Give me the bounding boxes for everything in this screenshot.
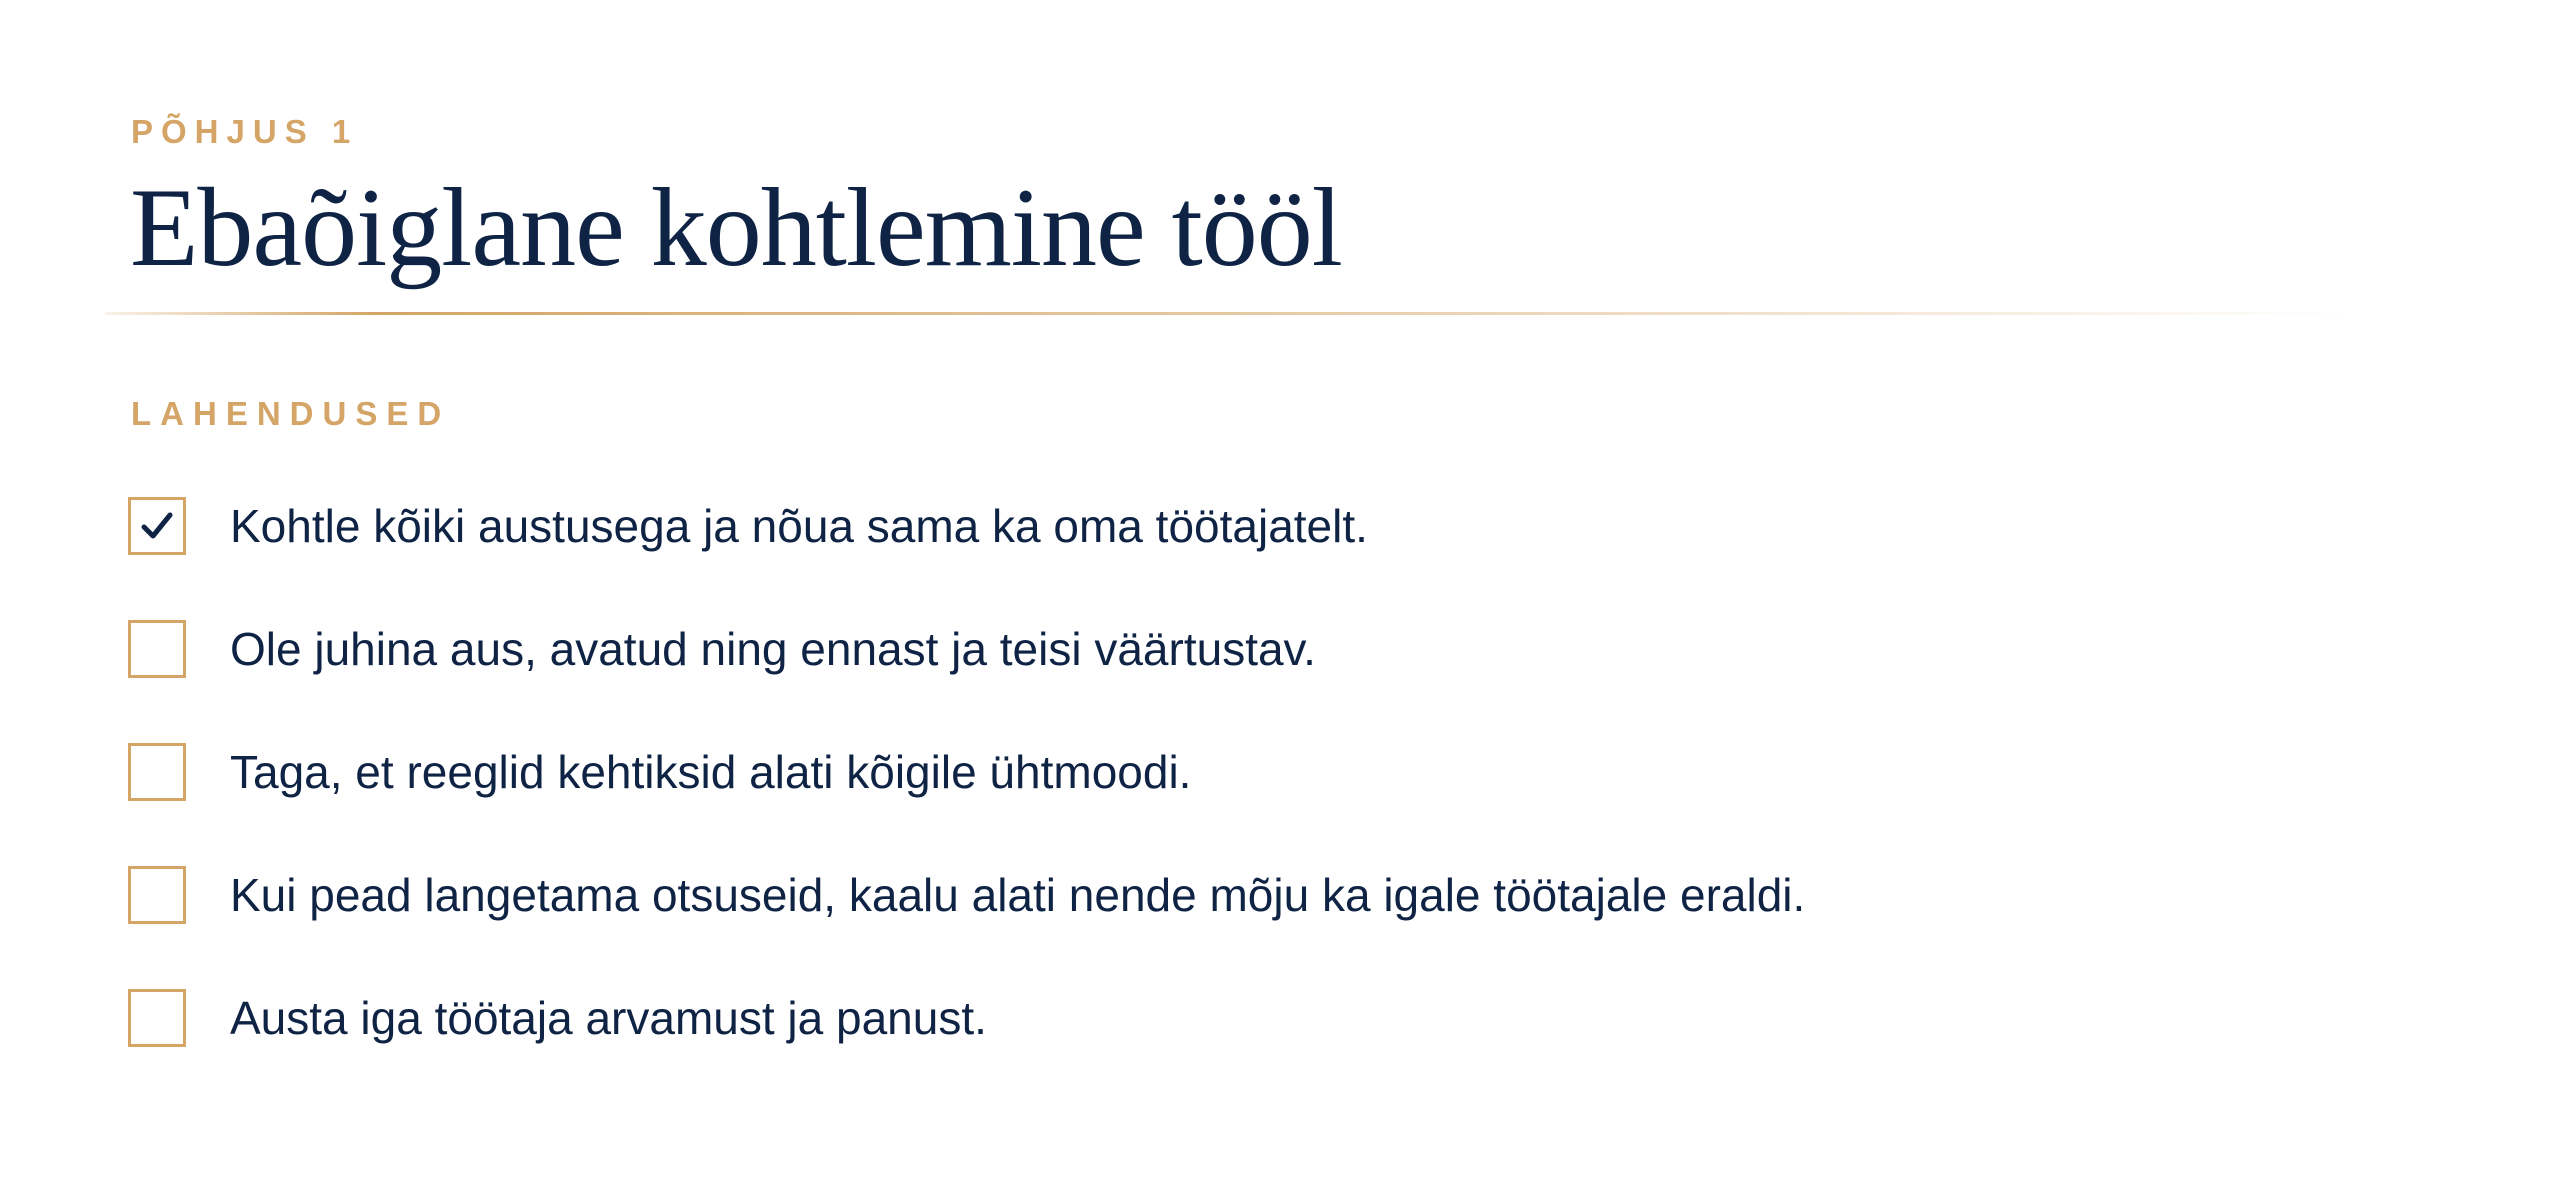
checkbox[interactable]	[128, 497, 186, 555]
reason-eyebrow: PÕHJUS 1	[131, 113, 359, 150]
checkbox[interactable]	[128, 743, 186, 801]
solutions-label: LAHENDUSED	[131, 395, 451, 432]
page-title: Ebaõiglane kohtlemine tööl	[130, 166, 1342, 290]
solutions-checklist	[128, 495, 1805, 1110]
checklist-item-label: Kui pead langetama otsuseid, kaalu alati nende mõju ka igale töötajale eraldi.	[230, 869, 1806, 921]
checklist-item-label: Ole juhina aus, avatud ning ennast ja teisi väärtustav.	[230, 623, 1316, 675]
checklist-item[interactable]	[128, 741, 1805, 803]
checklist-item-label: Taga, et reeglid kehtiksid alati kõigile ühtmoodi.	[230, 746, 1192, 798]
checklist-item[interactable]	[128, 618, 1805, 680]
checkbox[interactable]	[128, 989, 186, 1047]
checklist-item[interactable]	[128, 864, 1805, 926]
checklist-item[interactable]	[128, 987, 1805, 1049]
checkmark-icon	[138, 507, 176, 545]
checklist-item[interactable]	[128, 495, 1805, 557]
checklist-item-label: Austa iga töötaja arvamust ja panust.	[230, 992, 987, 1044]
checkbox[interactable]	[128, 620, 186, 678]
title-divider	[105, 312, 2350, 315]
checkbox[interactable]	[128, 866, 186, 924]
checklist-item-label: Kohtle kõiki austusega ja nõua sama ka oma töötajatelt.	[230, 500, 1368, 552]
